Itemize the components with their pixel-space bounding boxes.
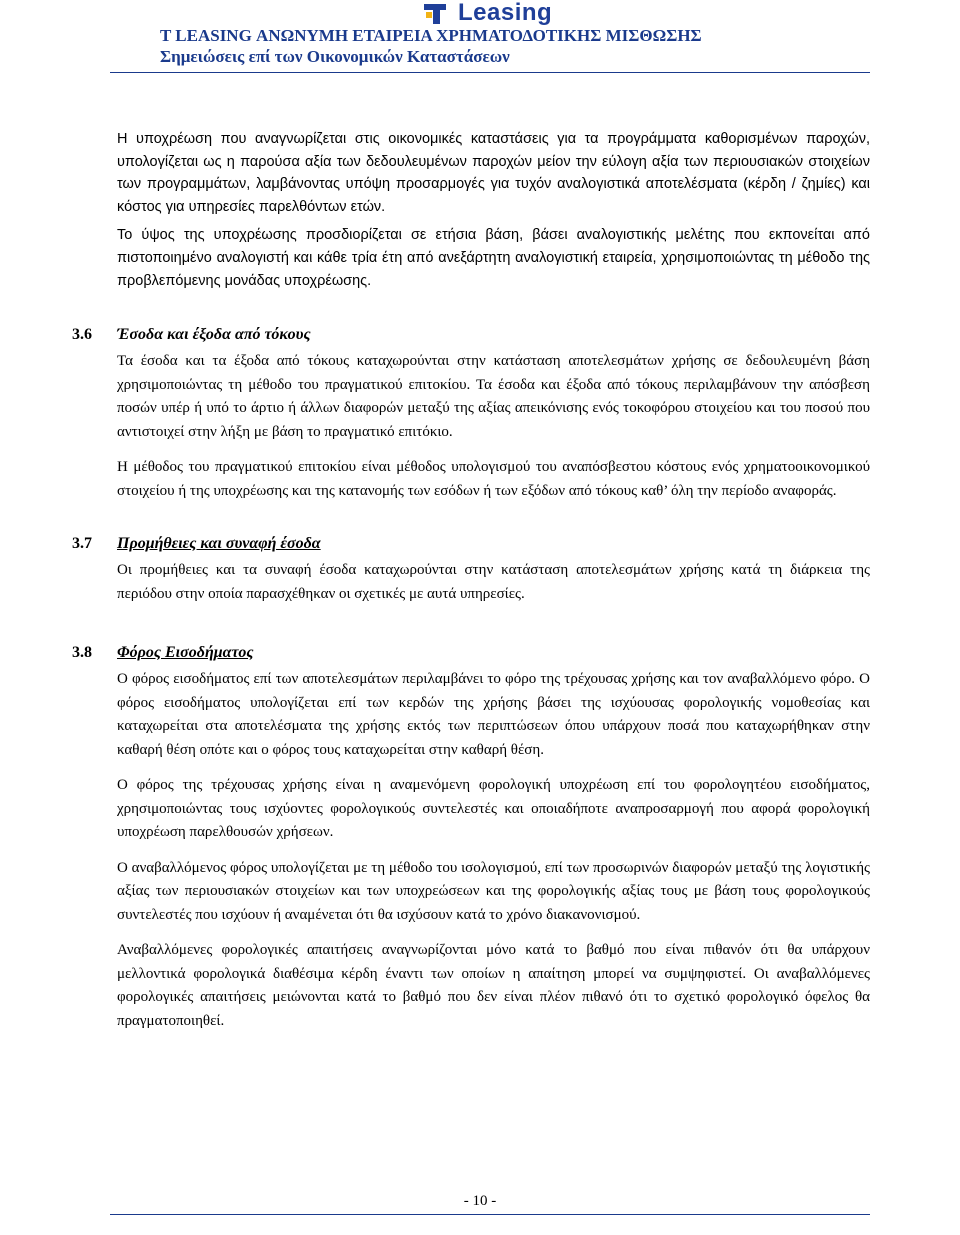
section-title: Φόρος Εισοδήματος	[117, 644, 254, 662]
t-logo-icon	[424, 2, 454, 24]
section-paragraph: Η μέθοδος του πραγματικού επιτοκίου είναι μέθοδος υπολογισμού του αναπόσβεστου κόστους ενός χρηματοοικονομικού στοιχείου ή της υποχρέωσης και της κατανομής των εσόδων ή των εξόδων από τόκους καθ’ όλη την περίοδο αναφοράς.	[117, 459, 870, 499]
section-paragraph: Ο αναβαλλόμενος φόρος υπολογίζεται με τη μέθοδο του ισολογισμού, επί των προσωρινών διαφορών μεταξύ της λογιστικής αξίας των περιουσιακών στοιχείων και των υποχρεώσεων και της φορολογικής αξίας τους με βάση τους φορολογικούς συντελεστές που ισχύουν ή αναμένεται ότι θα ισχύσουν κατά το χρόνο διακανονισμού.	[117, 859, 870, 923]
section-3-8	[72, 640, 870, 1033]
section-paragraph: Οι προμήθειες και τα συναφή έσοδα καταχωρούνται στην κατάσταση αποτελεσμάτων χρήσης κατά τη διάρκεια της περιόδου στην οποία παρασχέθηκαν οι σχετικές με αυτά υπηρεσίες.	[117, 562, 870, 602]
intro-paragraph-2: Το ύψος της υποχρέωσης προσδιορίζεται σε ετήσια βάση, βάσει αναλογιστικής μελέτης που εκπονείται από πιστοποιημένο αναλογιστή και κάθε τρία έτη από ανεξάρτητη αναλογιστική εταιρεία, χρησιμοποιώντας τη μέθοδο της προβλεπόμενης μονάδας υποχρέωσης.	[117, 227, 870, 289]
section-title: Έσοδα και έξοδα από τόκους	[117, 326, 311, 344]
section-paragraph: Τα έσοδα και τα έξοδα από τόκους καταχωρούνται στην κατάσταση αποτελεσμάτων χρήσης σε δεδουλευμένη βάση χρησιμοποιώντας τη μέθοδο του πραγματικού επιτοκίου. Τα έσοδα και έξοδα από τόκους περιλαμβάνουν την απόσβεση ποσών υπέρ ή υπό το άρτιο ή άλλων διαφορών μεταξύ της αξίας απεικόνισης ενός τοκοφόρου στοιχείου και του ποσού που αντιστοιχεί στην λήξη με βάση το πραγματικό επιτόκιο.	[117, 353, 870, 440]
section-heading	[72, 322, 870, 348]
section-number: 3.6	[72, 326, 92, 344]
section-heading	[72, 640, 870, 666]
document-subtitle: Σημειώσεις επί των Οικονομικών Καταστάσεων	[160, 47, 510, 66]
section-title: Προμήθειες και συναφή έσοδα	[117, 535, 321, 553]
intro-paragraph-1: Η υποχρέωση που αναγνωρίζεται στις οικονομικές καταστάσεις για τα προγράμματα καθορισμένων παροχών, υπολογίζεται ως η παρούσα αξία των δεδουλευμένων παροχών μείον την εύλογη αξία των περιουσιακών στοιχείων των προγραμμάτων, λαμβάνοντας υπόψη προσαρμογές για τυχόν αναλογιστικά αποτελέσματα (κέρδη / ζημίες) και κόστος για υπηρεσίες παρελθόντων ετών.	[117, 131, 870, 215]
section-paragraph: Αναβαλλόμενες φορολογικές απαιτήσεις αναγνωρίζονται μόνο κατά το βαθμό που είναι πιθανόν ότι θα υπάρχουν μελλοντικά φορολογικά διαθέσιμα κέρδη έναντι των οποίων η απαίτηση μπορεί να συμψηφιστεί. Οι αναβαλλόμενες φορολογικές απαιτήσεις μειώνονται κατά το βαθμό που δεν είναι πλέον πιθανό ότι το σχετικό φορολογικό όφελος θα πραγματοποιηθεί.	[117, 942, 870, 1029]
page-number: - 10 -	[463, 1193, 497, 1209]
footer-rule	[110, 1214, 870, 1215]
document-body	[72, 128, 870, 1045]
section-3-6	[72, 322, 870, 503]
section-number: 3.8	[72, 644, 92, 662]
company-logo	[424, 0, 552, 26]
section-heading	[72, 531, 870, 557]
section-paragraph: Ο φόρος της τρέχουσας χρήσης είναι η αναμενόμενη φορολογική υποχρέωση επί του φορολογητέου εισοδήματος, χρησιμοποιώντας τους ισχύοντες φορολογικούς συντελεστές και οποιαδήποτε αναπροσαρμογή που αφορά φορολογική υποχρέωση παρελθουσών χρήσεων.	[117, 777, 870, 841]
header-rule	[110, 72, 870, 73]
section-number: 3.7	[72, 535, 92, 553]
section-3-7	[72, 531, 870, 606]
company-name: T LEASING ΑΝΩΝΥΜΗ ΕΤΑΙΡΕΙΑ ΧΡΗΜΑΤΟΔΟΤΙΚΗΣ ΜΙΣΘΩΣΗΣ	[160, 26, 702, 45]
logo-text: Leasing	[458, 0, 553, 26]
section-paragraph: Ο φόρος εισοδήματος επί των αποτελεσμάτων περιλαμβάνει το φόρο της τρέχουσας χρήσης και τον αναβαλλόμενο φόρο. Ο φόρος εισοδήματος υπολογίζεται επί των κερδών της χρήσης βάσει της ισχύουσας φορολογικής νομοθεσίας και καταχωρείται στα αποτελέσματα της χρήσης εκτός των περιπτώσεων όπου υπάρχουν ποσά που καταχωρήθηκαν στην καθαρή θέση οπότε και ο φόρος τους καταχωρείται στην καθαρή θέση.	[117, 671, 870, 758]
